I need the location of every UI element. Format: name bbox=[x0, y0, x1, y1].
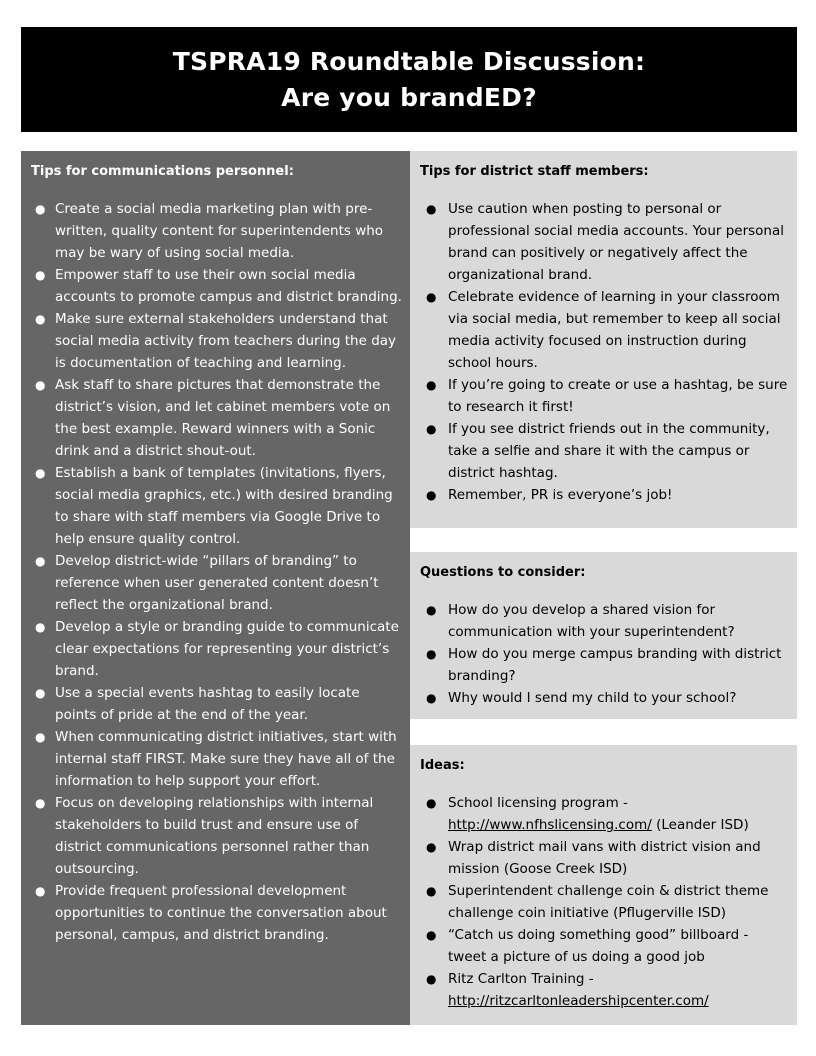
ideas-list bbox=[420, 792, 789, 1012]
bullet-icon: ● bbox=[35, 796, 46, 810]
bullet-icon: ● bbox=[35, 312, 46, 326]
list-item bbox=[31, 792, 402, 880]
nfhs-licensing-link[interactable]: http://www.nfhslicensing.com/ bbox=[448, 817, 652, 833]
list-item-text: Empower staff to use their own social media accounts to promote campus and district branding. bbox=[55, 267, 402, 305]
staff-tips-list bbox=[420, 198, 789, 506]
page-title-line-1: TSPRA19 Roundtable Discussion: bbox=[172, 46, 646, 76]
list-item bbox=[420, 880, 789, 924]
list-item bbox=[31, 550, 402, 616]
questions-heading: Questions to consider: bbox=[420, 565, 586, 580]
bullet-icon: ● bbox=[426, 928, 437, 942]
ideas-panel bbox=[410, 745, 797, 1025]
bullet-icon: ● bbox=[426, 796, 437, 810]
list-item bbox=[31, 374, 402, 462]
list-item-text: Focus on developing relationships with internal stakeholders to build trust and ensure use of district communications personnel rather than outsourcing. bbox=[55, 795, 374, 877]
list-item-text: “Catch us doing something good” billboard - tweet a picture of us doing a good job bbox=[448, 927, 749, 965]
list-item bbox=[420, 792, 789, 836]
list-item-text: Establish a bank of templates (invitations, flyers, social media graphics, etc.) with desired branding to share with staff members via Google Drive to help ensure quality control. bbox=[55, 465, 393, 547]
licensing-org: (Leander ISD) bbox=[656, 817, 749, 833]
questions-panel bbox=[410, 552, 797, 719]
list-item-text: Provide frequent professional development opportunities to continue the conversation about personal, campus, and district branding. bbox=[55, 883, 387, 943]
list-item-text: How do you develop a shared vision for communication with your superintendent? bbox=[448, 602, 735, 640]
list-item bbox=[31, 308, 402, 374]
bullet-icon: ● bbox=[426, 488, 437, 502]
staff-tips-heading: Tips for district staff members: bbox=[420, 164, 649, 179]
bullet-icon: ● bbox=[426, 647, 437, 661]
list-item-text: Superintendent challenge coin & district theme challenge coin initiative (Pflugerville ISD) bbox=[448, 883, 769, 921]
list-item bbox=[420, 484, 789, 506]
list-item bbox=[420, 599, 789, 643]
list-item-text: Why would I send my child to your school? bbox=[448, 690, 737, 706]
list-item bbox=[420, 418, 789, 484]
bullet-icon: ● bbox=[35, 202, 46, 216]
bullet-icon: ● bbox=[426, 884, 437, 898]
ritz-carlton-link[interactable]: http://ritzcarltonleadershipcenter.com/ bbox=[448, 993, 709, 1009]
list-item-text: Create a social media marketing plan with pre-written, quality content for superintendents who may be wary of using social media. bbox=[55, 201, 384, 261]
licensing-text: School licensing program - bbox=[448, 795, 628, 811]
list-item bbox=[31, 462, 402, 550]
bullet-icon: ● bbox=[426, 691, 437, 705]
list-item-text: Celebrate evidence of learning in your classroom via social media, but remember to keep all social media activity focused on instruction during school hours. bbox=[448, 289, 781, 371]
list-item-text: Make sure external stakeholders understand that social media activity from teachers during the day is documentation of teaching and learning. bbox=[55, 311, 397, 371]
list-item bbox=[31, 682, 402, 726]
list-item bbox=[420, 286, 789, 374]
list-item-text: Develop district-wide “pillars of branding” to reference when user generated content doesn’t reflect the organizational brand. bbox=[55, 553, 379, 613]
list-item-text: Develop a style or branding guide to communicate clear expectations for representing your district’s brand. bbox=[55, 619, 399, 679]
comms-tips-heading: Tips for communications personnel: bbox=[31, 164, 294, 179]
list-item bbox=[420, 643, 789, 687]
list-item bbox=[31, 264, 402, 308]
bullet-icon: ● bbox=[426, 202, 437, 216]
list-item bbox=[420, 198, 789, 286]
list-item-text: If you’re going to create or use a hashtag, be sure to research it first! bbox=[448, 377, 788, 415]
list-item bbox=[420, 924, 789, 968]
list-item bbox=[31, 880, 402, 946]
list-item bbox=[31, 616, 402, 682]
list-item-text: Wrap district mail vans with district vision and mission (Goose Creek ISD) bbox=[448, 839, 761, 877]
bullet-icon: ● bbox=[426, 603, 437, 617]
list-item-text: If you see district friends out in the community, take a selfie and share it with the campus or district hashtag. bbox=[448, 421, 770, 481]
bullet-icon: ● bbox=[426, 290, 437, 304]
list-item bbox=[420, 968, 789, 1012]
bullet-icon: ● bbox=[426, 378, 437, 392]
list-item bbox=[420, 836, 789, 880]
list-item bbox=[31, 198, 402, 264]
bullet-icon: ● bbox=[426, 840, 437, 854]
ideas-heading: Ideas: bbox=[420, 758, 465, 773]
list-item bbox=[420, 374, 789, 418]
bullet-icon: ● bbox=[426, 422, 437, 436]
list-item-text: Ask staff to share pictures that demonstrate the district’s vision, and let cabinet members vote on the best example. Reward winners with a Sonic drink and a district shout-out. bbox=[55, 377, 391, 459]
staff-tips-panel bbox=[410, 151, 797, 528]
ritz-text: Ritz Carlton Training - bbox=[448, 971, 594, 987]
list-item-text: Use a special events hashtag to easily locate points of pride at the end of the year. bbox=[55, 685, 360, 723]
bullet-icon: ● bbox=[35, 884, 46, 898]
bullet-icon: ● bbox=[35, 620, 46, 634]
list-item bbox=[420, 687, 789, 709]
list-item-text: How do you merge campus branding with district branding? bbox=[448, 646, 782, 684]
page-title-line-2: Are you brandED? bbox=[281, 82, 537, 112]
bullet-icon: ● bbox=[426, 972, 437, 986]
bullet-icon: ● bbox=[35, 730, 46, 744]
comms-tips-panel bbox=[21, 151, 410, 1025]
questions-list bbox=[420, 599, 789, 709]
list-item-text: When communicating district initiatives, start with internal staff FIRST. Make sure they have all of the information to help support your effort. bbox=[55, 729, 397, 789]
list-item bbox=[31, 726, 402, 792]
bullet-icon: ● bbox=[35, 466, 46, 480]
bullet-icon: ● bbox=[35, 686, 46, 700]
list-item-text: Remember, PR is everyone’s job! bbox=[448, 487, 673, 503]
list-item-text: Use caution when posting to personal or professional social media accounts. Your personal brand can positively or negatively affect the organizational brand. bbox=[448, 201, 785, 283]
comms-tips-list bbox=[31, 198, 402, 946]
title-banner bbox=[21, 27, 797, 132]
bullet-icon: ● bbox=[35, 268, 46, 282]
bullet-icon: ● bbox=[35, 378, 46, 392]
bullet-icon: ● bbox=[35, 554, 46, 568]
